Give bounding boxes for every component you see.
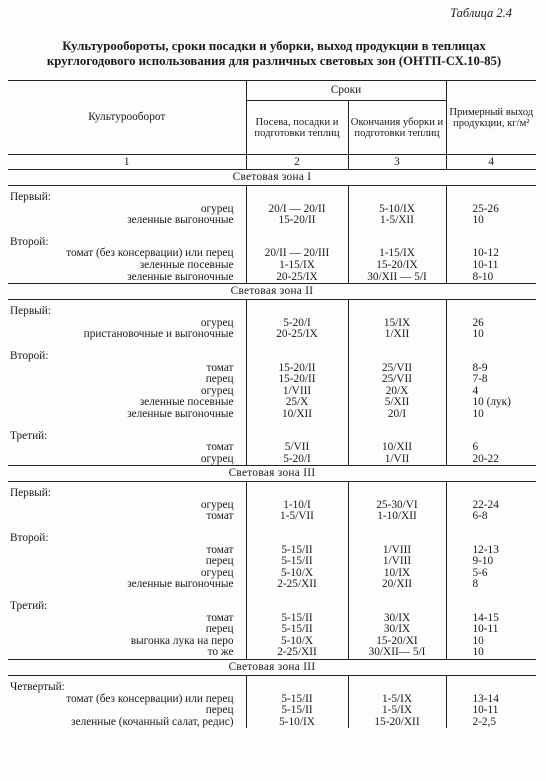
crop-name: огурец bbox=[8, 568, 246, 580]
crop-name: зеленные выгоночные bbox=[8, 579, 246, 591]
crop-name: огурец bbox=[8, 318, 246, 330]
empty-cell bbox=[246, 192, 348, 204]
yield-value: 9-10 bbox=[446, 556, 536, 568]
zone-header: Световая зона III bbox=[8, 466, 536, 482]
spacer-cell bbox=[446, 341, 536, 351]
spacer-cell bbox=[246, 591, 348, 601]
table-row bbox=[8, 248, 536, 260]
sowing-date: 15-20/II bbox=[246, 215, 348, 227]
sowing-date: 25/X bbox=[246, 397, 348, 409]
empty-cell bbox=[246, 351, 348, 363]
empty-cell bbox=[446, 351, 536, 363]
table-row bbox=[8, 204, 536, 216]
yield-value: 8-10 bbox=[446, 272, 536, 284]
table-row bbox=[8, 624, 536, 636]
table-row bbox=[8, 511, 536, 523]
yield-value: 10-11 bbox=[446, 260, 536, 272]
crop-name: выгонка лука на перо bbox=[8, 636, 246, 648]
yield-value: 5-6 bbox=[446, 568, 536, 580]
table-row bbox=[8, 556, 536, 568]
yield-value: 13-14 bbox=[446, 694, 536, 706]
empty-cell bbox=[348, 601, 446, 613]
crop-name: пристановочные и выгоночные bbox=[8, 329, 246, 341]
crop-name: огурец bbox=[8, 500, 246, 512]
sowing-date: 20-25/IX bbox=[246, 272, 348, 284]
sowing-date: 5-15/II bbox=[246, 613, 348, 625]
spacer-cell bbox=[446, 523, 536, 533]
table-row bbox=[8, 694, 536, 706]
ending-date: 15/IX bbox=[348, 318, 446, 330]
yield-value: 20-22 bbox=[446, 454, 536, 466]
sowing-date: 15-20/II bbox=[246, 363, 348, 375]
empty-cell bbox=[348, 192, 446, 204]
yield-value: 8-9 bbox=[446, 363, 536, 375]
sowing-date: 1-15/IX bbox=[246, 260, 348, 272]
empty-cell bbox=[446, 682, 536, 694]
yield-value: 14-15 bbox=[446, 613, 536, 625]
spacer-cell bbox=[348, 523, 446, 533]
zone-header: Световая зона III bbox=[8, 660, 536, 676]
table-row bbox=[8, 386, 536, 398]
ending-date: 25/VII bbox=[348, 374, 446, 386]
sowing-date: 5-10/X bbox=[246, 568, 348, 580]
empty-cell bbox=[246, 533, 348, 545]
rotation-name: Первый: bbox=[8, 192, 246, 204]
yield-value: 4 bbox=[446, 386, 536, 398]
table-row bbox=[8, 545, 536, 557]
crop-name: томат (без консервации) или перец bbox=[8, 248, 246, 260]
yield-value: 10 bbox=[446, 215, 536, 227]
crop-name: зеленные выгоночные bbox=[8, 272, 246, 284]
header-terms: Сроки bbox=[246, 81, 446, 101]
rotation-name: Первый: bbox=[8, 306, 246, 318]
col-number-1: 1 bbox=[8, 155, 246, 170]
ending-date: 10/XII bbox=[348, 442, 446, 454]
sowing-date: 5-10/IX bbox=[246, 717, 348, 729]
sowing-date: 10/XII bbox=[246, 409, 348, 421]
yield-value: 6 bbox=[446, 442, 536, 454]
spacer-cell bbox=[348, 341, 446, 351]
crop-name: то же bbox=[8, 647, 246, 659]
crop-name: зеленные выгоночные bbox=[8, 409, 246, 421]
yield-value: 10-11 bbox=[446, 705, 536, 717]
rotation-name: Второй: bbox=[8, 237, 246, 249]
crop-name: перец bbox=[8, 556, 246, 568]
table-row bbox=[8, 568, 536, 580]
ending-date: 25-30/VI bbox=[348, 500, 446, 512]
crop-name: огурец bbox=[8, 204, 246, 216]
table-row bbox=[8, 397, 536, 409]
yield-value: 10 bbox=[446, 409, 536, 421]
empty-cell bbox=[446, 533, 536, 545]
empty-cell bbox=[348, 533, 446, 545]
ending-date: 1-5/IX bbox=[348, 694, 446, 706]
ending-date: 1-5/XII bbox=[348, 215, 446, 227]
spacer-cell bbox=[446, 591, 536, 601]
sowing-date: 1-5/VII bbox=[246, 511, 348, 523]
sowing-date: 1-10/I bbox=[246, 500, 348, 512]
empty-cell bbox=[348, 351, 446, 363]
table-row bbox=[8, 329, 536, 341]
table-row bbox=[8, 500, 536, 512]
crop-name: зеленные (кочанный салат, редис) bbox=[8, 717, 246, 729]
table-title: Культурообороты, сроки посадки и уборки, выход продукции в теплицах круглогодового использования для различных световых зон (ОНТП-СХ.10-85) bbox=[46, 39, 502, 68]
crop-name: перец bbox=[8, 374, 246, 386]
table-row bbox=[8, 647, 536, 659]
sowing-date: 5-15/II bbox=[246, 694, 348, 706]
spacer-cell bbox=[8, 421, 246, 431]
empty-cell bbox=[348, 306, 446, 318]
crop-name: томат bbox=[8, 511, 246, 523]
spacer-cell bbox=[446, 421, 536, 431]
crop-name: зеленные посевные bbox=[8, 397, 246, 409]
ending-date: 30/XII — 5/I bbox=[348, 272, 446, 284]
crop-rotation-table bbox=[8, 80, 536, 728]
empty-cell bbox=[246, 306, 348, 318]
ending-date: 20/XII bbox=[348, 579, 446, 591]
crop-name: томат bbox=[8, 442, 246, 454]
yield-value: 10 bbox=[446, 647, 536, 659]
header-culture: Культурооборот bbox=[8, 81, 246, 155]
col-number-3: 3 bbox=[348, 155, 446, 170]
yield-value: 8 bbox=[446, 579, 536, 591]
table-row bbox=[8, 215, 536, 227]
sowing-date: 5-15/II bbox=[246, 545, 348, 557]
ending-date: 30/XII— 5/I bbox=[348, 647, 446, 659]
sowing-date: 5-20/I bbox=[246, 454, 348, 466]
sowing-date: 2-25/XII bbox=[246, 647, 348, 659]
rotation-name: Второй: bbox=[8, 351, 246, 363]
sowing-date: 5-15/II bbox=[246, 556, 348, 568]
table-row bbox=[8, 363, 536, 375]
ending-date: 20/I bbox=[348, 409, 446, 421]
table-row bbox=[8, 579, 536, 591]
ending-date: 20/X bbox=[348, 386, 446, 398]
table-number: Таблица 2.4 bbox=[450, 6, 512, 20]
ending-date: 25/VII bbox=[348, 363, 446, 375]
sowing-date: 20/II — 20/III bbox=[246, 248, 348, 260]
sowing-date: 15-20/II bbox=[246, 374, 348, 386]
ending-date: 15-20/XII bbox=[348, 717, 446, 729]
zone-header: Световая зона I bbox=[8, 170, 536, 186]
empty-cell bbox=[446, 192, 536, 204]
ending-date: 5-10/IX bbox=[348, 204, 446, 216]
yield-value: 10-12 bbox=[446, 248, 536, 260]
ending-date: 30/IX bbox=[348, 624, 446, 636]
ending-date: 1-15/IX bbox=[348, 248, 446, 260]
empty-cell bbox=[246, 682, 348, 694]
ending-date: 10/IX bbox=[348, 568, 446, 580]
ending-date: 1/VIII bbox=[348, 556, 446, 568]
table-row bbox=[8, 374, 536, 386]
table-row bbox=[8, 260, 536, 272]
sowing-date: 1/VIII bbox=[246, 386, 348, 398]
table-row bbox=[8, 442, 536, 454]
sowing-date: 2-25/XII bbox=[246, 579, 348, 591]
yield-value: 26 bbox=[446, 318, 536, 330]
ending-date: 1-5/IX bbox=[348, 705, 446, 717]
rotation-name: Первый: bbox=[8, 488, 246, 500]
table-row bbox=[8, 454, 536, 466]
ending-date: 5/XII bbox=[348, 397, 446, 409]
yield-value: 22-24 bbox=[446, 500, 536, 512]
spacer-cell bbox=[246, 421, 348, 431]
yield-value: 12-13 bbox=[446, 545, 536, 557]
ending-date: 1/VIII bbox=[348, 545, 446, 557]
crop-name: зеленные посевные bbox=[8, 260, 246, 272]
rotation-name: Третий: bbox=[8, 431, 246, 443]
table-row bbox=[8, 613, 536, 625]
yield-value: 25-26 bbox=[446, 204, 536, 216]
crop-name: томат bbox=[8, 613, 246, 625]
empty-cell bbox=[446, 306, 536, 318]
sowing-date: 5/VII bbox=[246, 442, 348, 454]
ending-date: 1/XII bbox=[348, 329, 446, 341]
header-sowing: Посева, посадки и подготовки теплиц bbox=[246, 101, 348, 155]
sowing-date: 5-10/X bbox=[246, 636, 348, 648]
ending-date: 15-20/IX bbox=[348, 260, 446, 272]
yield-value: 2-2,5 bbox=[446, 717, 536, 729]
crop-name: огурец bbox=[8, 454, 246, 466]
ending-date: 1/VII bbox=[348, 454, 446, 466]
crop-name: зеленные выгоночные bbox=[8, 215, 246, 227]
sowing-date: 5-15/II bbox=[246, 624, 348, 636]
yield-value: 10 bbox=[446, 329, 536, 341]
table-row bbox=[8, 409, 536, 421]
ending-date: 30/IX bbox=[348, 613, 446, 625]
sowing-date: 20-25/IX bbox=[246, 329, 348, 341]
spacer-cell bbox=[446, 227, 536, 237]
yield-value: 10-11 bbox=[446, 624, 536, 636]
table-row bbox=[8, 717, 536, 729]
empty-cell bbox=[348, 682, 446, 694]
crop-name: перец bbox=[8, 705, 246, 717]
rotation-name: Четвертый: bbox=[8, 682, 246, 694]
col-number-2: 2 bbox=[246, 155, 348, 170]
yield-value: 10 (лук) bbox=[446, 397, 536, 409]
crop-name: томат bbox=[8, 545, 246, 557]
col-number-4: 4 bbox=[446, 155, 536, 170]
sowing-date: 5-15/II bbox=[246, 705, 348, 717]
header-ending: Окончания уборки и подготовки теплиц bbox=[348, 101, 446, 155]
spacer-cell bbox=[348, 227, 446, 237]
crop-name: перец bbox=[8, 624, 246, 636]
empty-cell bbox=[246, 601, 348, 613]
crop-name: томат (без консервации) или перец bbox=[8, 694, 246, 706]
zone-header: Световая зона II bbox=[8, 284, 536, 300]
spacer-cell bbox=[246, 227, 348, 237]
header-yield: Примерный выход продукции, кг/м² bbox=[446, 81, 536, 155]
table-row bbox=[8, 636, 536, 648]
spacer-cell bbox=[348, 591, 446, 601]
crop-name: томат bbox=[8, 363, 246, 375]
crop-name: огурец bbox=[8, 386, 246, 398]
yield-value: 6-8 bbox=[446, 511, 536, 523]
ending-date: 1-10/XII bbox=[348, 511, 446, 523]
ending-date: 15-20/XI bbox=[348, 636, 446, 648]
yield-value: 10 bbox=[446, 636, 536, 648]
table-row bbox=[8, 272, 536, 284]
yield-value: 7-8 bbox=[446, 374, 536, 386]
rotation-name: Второй: bbox=[8, 533, 246, 545]
empty-cell bbox=[446, 601, 536, 613]
spacer-cell bbox=[246, 341, 348, 351]
sowing-date: 5-20/I bbox=[246, 318, 348, 330]
sowing-date: 20/I — 20/II bbox=[246, 204, 348, 216]
spacer-cell bbox=[348, 421, 446, 431]
empty-cell bbox=[446, 431, 536, 443]
spacer-cell bbox=[246, 523, 348, 533]
rotation-name: Третий: bbox=[8, 601, 246, 613]
